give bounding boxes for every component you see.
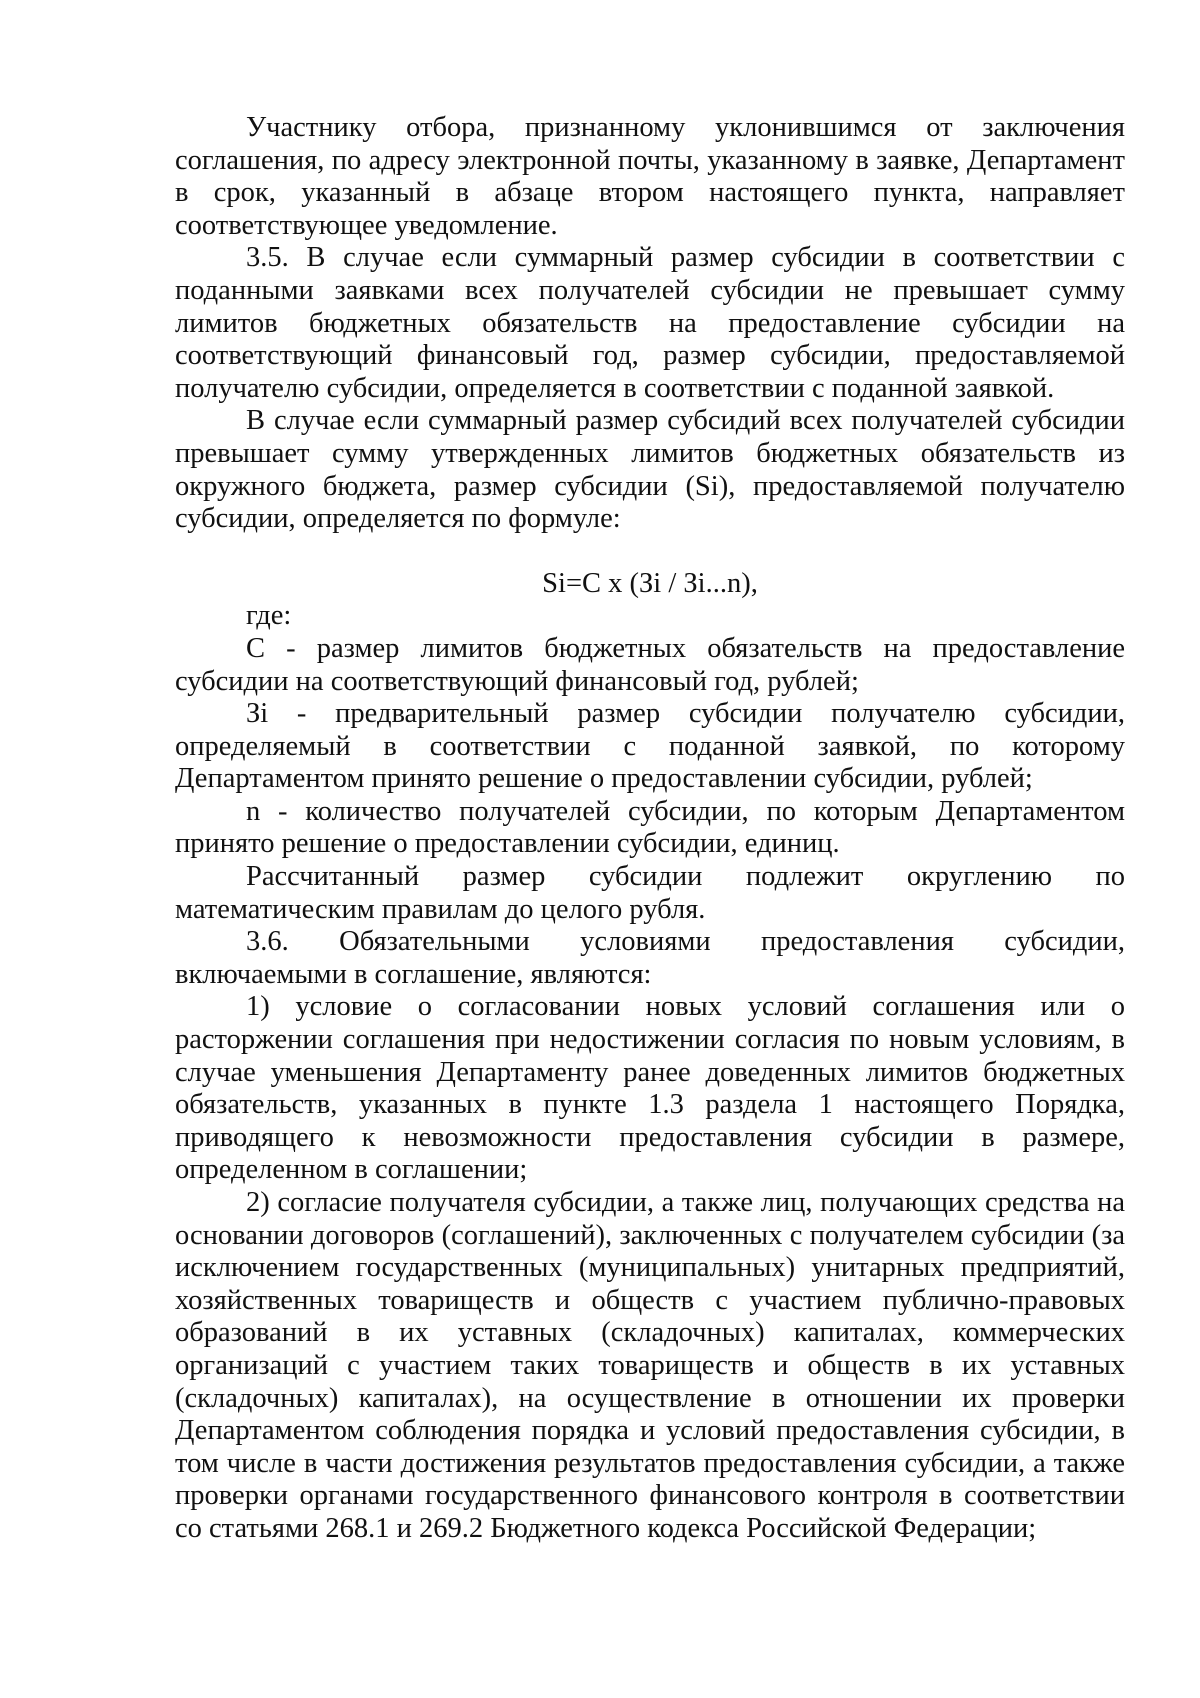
document-page (175, 112, 1125, 1546)
condition-1: 1) условие о согласовании новых условий соглашения или о расторжении соглашения при недостижении согласия по новым условиям, в случае уменьшения Департаменту ранее доведенных лимитов бюджетных обязательств, указанных в пункте 1.3 раздела 1 настоящего Порядка, приводящего к невозможности предоставления субсидии в размере, определенном в соглашении; (175, 991, 1125, 1186)
condition-2: 2) согласие получателя субсидии, а также лиц, получающих средства на основании договоров (соглашений), заключенных с получателем субсидии (за исключением государственных (муниципальных) унитарных предприятий, хозяйственных товариществ и обществ с участием публично-правовых образований в их уставных (складочных) капиталах, коммерческих организаций с участием таких товариществ и обществ в их уставных (складочных) капиталах), на осуществление в отношении их проверки Департаментом соблюдения порядка и условий предоставления субсидии, в том числе в части достижения результатов предоставления субсидии, а также проверки органами государственного финансового контроля в соответствии со статьями 268.1 и 269.2 Бюджетного кодекса Российской Федерации; (175, 1187, 1125, 1544)
paragraph-rounding: Рассчитанный размер субсидии подлежит округлению по математическим правилам до целого рубля. (175, 861, 1125, 925)
paragraph-where: где: (246, 600, 292, 632)
paragraph-3-6: 3.6. Обязательными условиями предоставления субсидии, включаемыми в соглашение, являются: (175, 926, 1125, 990)
definition-zi: Зi - предварительный размер субсидии получателю субсидии, определяемый в соответствии с поданной заявкой, по которому Департаментом принято решение о предоставлении субсидии, рублей; (175, 698, 1125, 795)
paragraph-3-5: 3.5. В случае если суммарный размер субсидии в соответствии с поданными заявками всех получателей субсидии не превышает сумму лимитов бюджетных обязательств на предоставление субсидии на соответствующий финансовый год, размер субсидии, предоставляемой получателю субсидии, определяется в соответствии с поданной заявкой. (175, 242, 1125, 404)
paragraph-exceeding: В случае если суммарный размер субсидий всех получателей субсидии превышает сумму утвержденных лимитов бюджетных обязательств из окружного бюджета, размер субсидии (Si), предоставляемой получателю субсидии, определяется по формуле: (175, 405, 1125, 535)
subsidy-formula: Si=C x (Зi / Зi...n), (542, 567, 758, 599)
paragraph-notice: Участнику отбора, признанному уклонившимся от заключения соглашения, по адресу электронной почты, указанному в заявке, Департамент в срок, указанный в абзаце втором настоящего пункта, направляет соответствующее уведомление. (175, 112, 1125, 241)
definition-n: n - количество получателей субсидии, по которым Департаментом принято решение о предоставлении субсидии, единиц. (175, 795, 1125, 860)
definition-c: C - размер лимитов бюджетных обязательств на предоставление субсидии на соответствующий финансовый год, рублей; (175, 632, 1125, 697)
